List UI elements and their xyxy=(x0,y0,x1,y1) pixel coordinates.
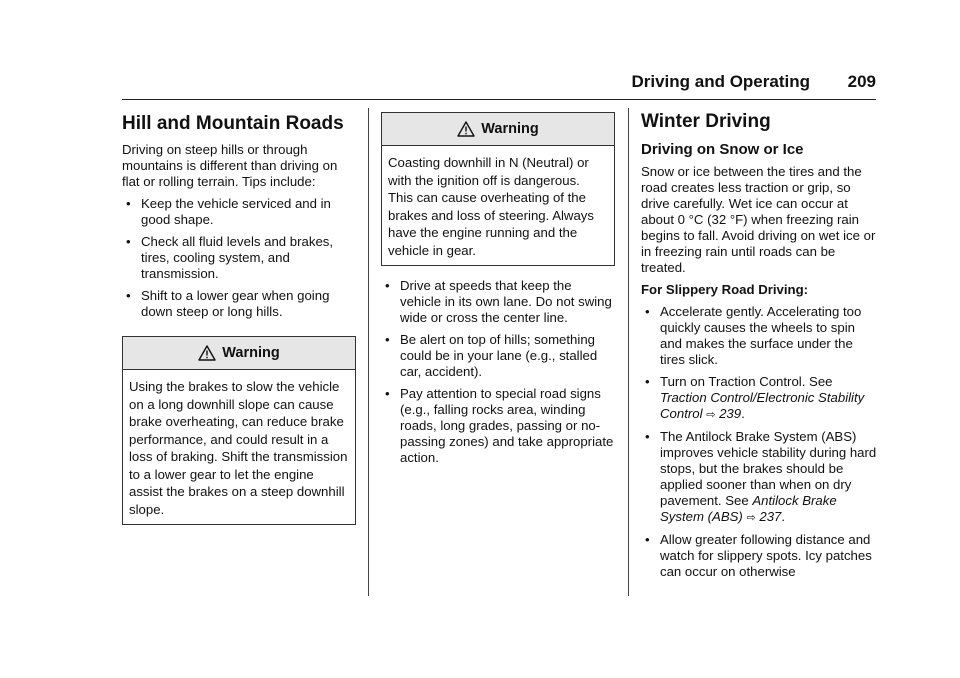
warning-box xyxy=(122,336,356,525)
warning-title: Warning xyxy=(222,345,280,361)
intro-paragraph: Driving on steep hills or through mountains is different than driving on flat or rolling terrain. Tips include: xyxy=(122,142,338,189)
tips-list xyxy=(381,278,615,466)
list-item: • Shift to a lower gear when going down steep or long hills. xyxy=(122,288,356,320)
warning-box xyxy=(381,112,615,266)
section-title: Driving and Operating xyxy=(631,72,810,91)
list-item: • Drive at speeds that keep the vehicle in its own lane. Do not swing wide or cross the center line. xyxy=(381,278,615,326)
page-ref-arrow-icon: ⇨ xyxy=(706,409,716,421)
cross-reference-link[interactable]: Traction Control/Electronic Stability Control xyxy=(660,390,865,421)
page-header xyxy=(0,72,876,94)
column-3 xyxy=(641,108,877,580)
list-item: • Accelerate gently. Accelerating too quickly causes the wheels to spin and makes the surface under the tires slick. xyxy=(641,304,877,368)
warning-title: Warning xyxy=(481,121,539,137)
list-item: • Keep the vehicle serviced and in good shape. xyxy=(122,196,356,228)
cross-reference-link[interactable]: Antilock Brake System (ABS) xyxy=(660,493,837,524)
column-divider-1 xyxy=(368,108,369,596)
warning-text: Using the brakes to slow the vehicle on a long downhill slope can cause brake overheating, can reduce brake performance, and could result in a loss of braking. Shift the transmission to a lower gear to let the engine assist the brakes on a steep downhill slope. xyxy=(129,379,348,517)
header-rule xyxy=(122,99,876,100)
column-1 xyxy=(122,108,356,525)
list-item: • Allow greater following distance and watch for slippery spots. Icy patches can occur on otherwise xyxy=(641,532,877,580)
list-item: • The Antilock Brake System (ABS) improves vehicle stability during hard stops, but the brakes should be applied sooner than when on dry pavement. See Antilock Brake System (ABS) ⇨ 237. xyxy=(641,429,877,526)
warning-body xyxy=(382,146,614,265)
warning-body xyxy=(123,370,355,524)
tips-list xyxy=(122,196,356,320)
column-2 xyxy=(381,108,615,466)
page-ref-number[interactable]: 239 xyxy=(719,406,742,421)
page-ref-number[interactable]: 237 xyxy=(759,509,782,524)
warning-text: Coasting downhill in N (Neutral) or with the ignition off is dangerous. This can cause overheating of the brakes and loss of steering. Always have the engine running and the vehicle in gear. xyxy=(388,155,594,258)
warning-header xyxy=(123,337,355,370)
page-ref-arrow-icon: ⇨ xyxy=(746,512,756,524)
warning-header xyxy=(382,113,614,146)
slippery-road-subhead: For Slippery Road Driving: xyxy=(641,282,809,297)
tips-list xyxy=(641,304,877,580)
subheading-snow-ice: Driving on Snow or Ice xyxy=(641,141,804,158)
list-item: • Be alert on top of hills; something could be in your lane (e.g., stalled car, accident). xyxy=(381,332,615,380)
column-divider-2 xyxy=(628,108,629,596)
warning-icon xyxy=(198,345,216,361)
section-heading-winter: Winter Driving xyxy=(641,111,771,132)
list-item: • Turn on Traction Control. See Traction Control/Electronic Stability Control ⇨ 239. xyxy=(641,374,877,423)
page-number: 209 xyxy=(847,72,876,91)
intro-paragraph: Snow or ice between the tires and the road creates less traction or grip, so drive carefully. Wet ice can occur at about 0 °C (32 °F) when freezing rain begins to fall. Avoid driving on wet ice or in freezing rain until roads can be treated. xyxy=(641,164,876,275)
section-heading-hill-mountain: Hill and Mountain Roads xyxy=(122,113,344,134)
warning-icon xyxy=(457,121,475,137)
list-item: • Pay attention to special road signs (e.g., falling rocks area, winding roads, long grades, passing or no-passing zones) and take appropriate action. xyxy=(381,386,615,466)
list-item: • Check all fluid levels and brakes, tires, cooling system, and transmission. xyxy=(122,234,356,282)
